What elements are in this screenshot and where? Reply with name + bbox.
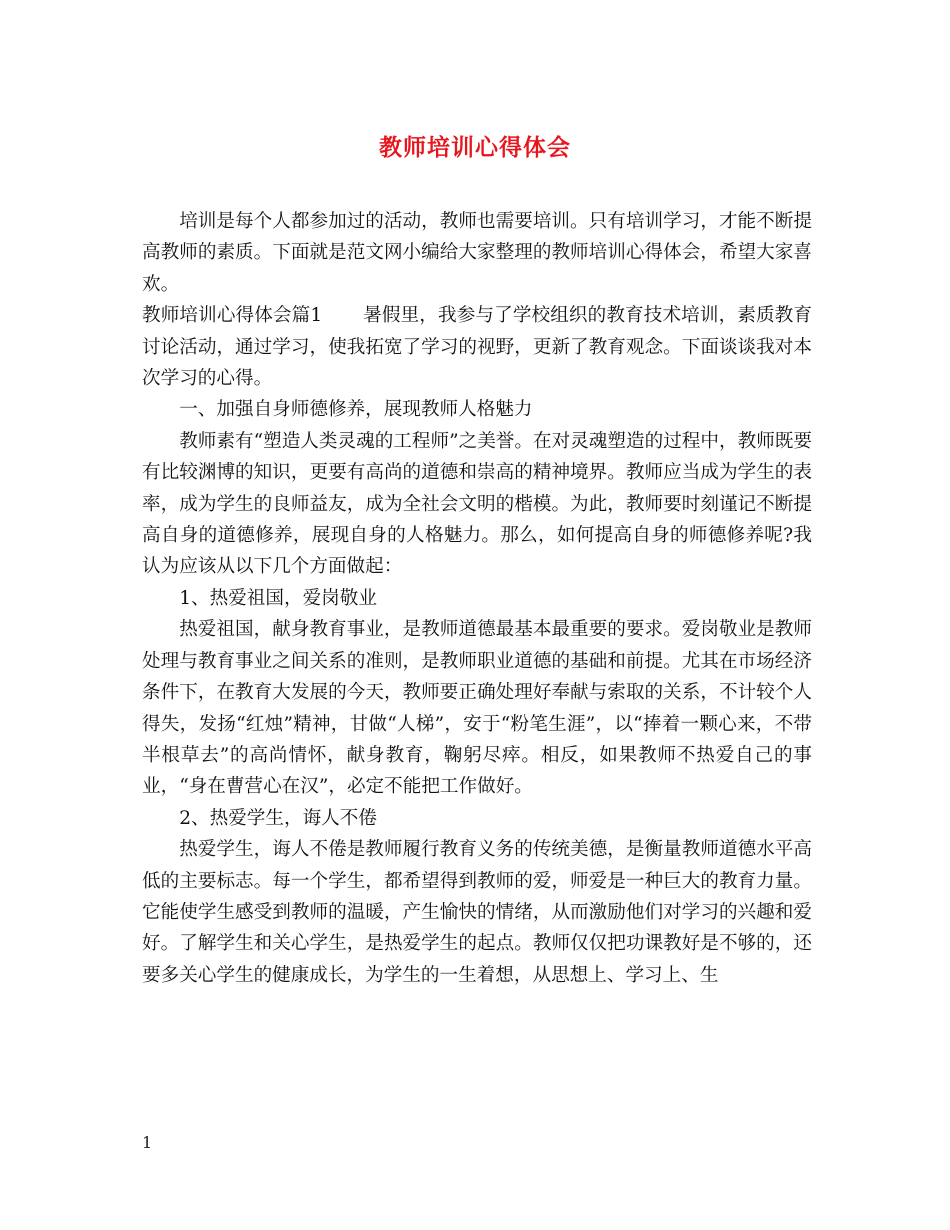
document-title: 教师培训心得体会 — [379, 134, 571, 161]
section1-paragraph: 教师素有“塑造人类灵魂的工程师”之美誉。在对灵魂塑造的过程中，教师既要有比较渊博的知识，更要有高尚的道德和崇高的精神境界。教师应当成为学生的表率，成为学生的良师益友，成为全社会文明的楷模。为此，教师要时刻谨记不断提高自身的道德修养，展现自身的人格魅力。那么，如何提高自身的师德修养呢?我认为应该从以下几个方面做起： — [142, 430, 812, 578]
point2-paragraph: 热爱学生，诲人不倦是教师履行教育义务的传统美德，是衡量教师道德水平高低的主要标志。每一个学生，都希望得到教师的爱，师爱是一种巨大的教育力量。它能使学生感受到教师的温暖，产生愉快的情绪，从而激励他们对学习的兴趣和爱好。了解学生和关心学生，是热爱学生的起点。教师仅仅把功课教好是不够的，还要多关心学生的健康成长，为学生的一生着想，从思想上、学习上、生 — [142, 839, 812, 986]
page-number: 1 — [142, 1133, 153, 1152]
point1-heading: 1、热爱祖国，爱岗敬业 — [179, 587, 377, 609]
intro-paragraph: 培训是每个人都参加过的活动，教师也需要培训。只有培训学习，才能不断提高教师的素质。下面就是范文网小编给大家整理的教师培训心得体会，希望大家喜欢。 — [142, 211, 812, 295]
point1-paragraph: 热爱祖国，献身教育事业，是教师道德最基本最重要的要求。爱岗敬业是教师处理与教育事业之间关系的准则，是教师职业道德的基础和前提。尤其在市场经济条件下，在教育大发展的今天，教师要正确处理好奉献与索取的关系，不计较个人得失，发扬“红烛”精神，甘做“人梯”，安于“粉笔生涯”，以“捧着一颗心来，不带半根草去”的高尚情怀，献身教育，鞠躬尽瘁。相反，如果教师不热爱自己的事业，“身在曹营心在汉”，必定不能把工作做好。 — [142, 619, 812, 798]
article-label: 教师培训心得体会篇1 — [142, 305, 323, 327]
point2-heading: 2、热爱学生，诲人不倦 — [179, 807, 377, 829]
document-body — [142, 206, 812, 991]
article-opening-paragraph — [142, 300, 812, 394]
article-opening-text: 暑假里，我参与了学校组织的教育技术培训，素质教育讨论活动，通过学习，使我拓宽了学习的视野，更新了教育观念。下面谈谈我对本次学习的心得。 — [142, 305, 812, 390]
section1-heading: 一、加强自身师德修养，展现教师人格魅力 — [179, 399, 533, 421]
